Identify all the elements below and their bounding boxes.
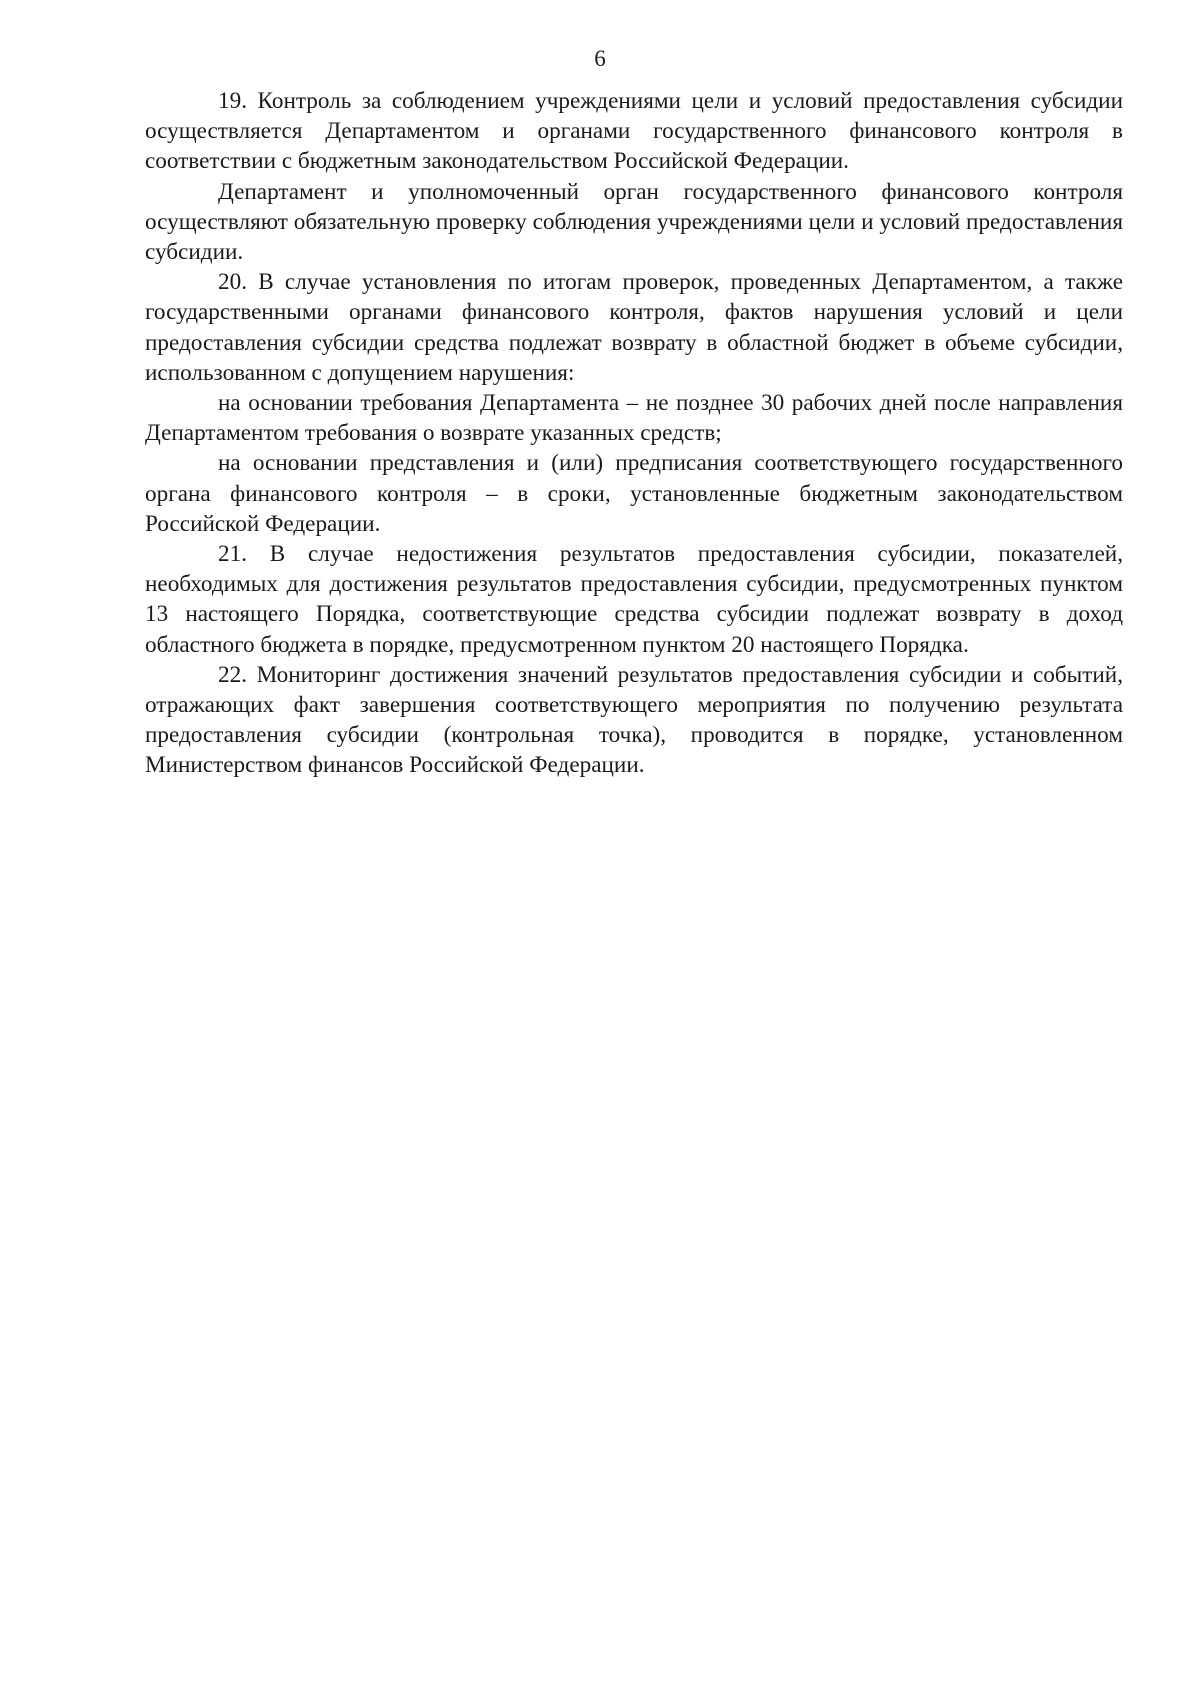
paragraph-22: 22. Мониторинг достижения значений результатов предоставления субсидии и событий, отражающих факт завершения соответствующего мероприятия по получению результата предоставления субсидии (контрольная точка), проводится в порядке, установленном Министерством финансов Российской Федерации.: [145, 661, 1123, 779]
paragraph-20: 20. В случае установления по итогам проверок, проведенных Департаментом, а также государственными органами финансового контроля, фактов нарушения условий и цели предоставления субсидии средства подлежат возврату в областной бюджет в объеме субсидии, использованном с допущением нарушения:: [145, 269, 1123, 386]
document-body: [145, 86, 1123, 781]
paragraph-21: 21. В случае недостижения результатов предоставления субсидии, показателей, необходимых для достижения результатов предоставления субсидии, предусмотренных пунктом 13 настоящего Порядка, соответствующие средства субсидии подлежат возврату в доход областного бюджета в порядке, предусмотренном пунктом 20 настоящего Порядка.: [145, 541, 1123, 658]
paragraph-20-department-demand: на основании требования Департамента – не позднее 30 рабочих дней после направления Департаментом требования о возврате указанных средств;: [145, 390, 1123, 447]
page-number: 6: [594, 46, 606, 71]
paragraph-19-inspection: Департамент и уполномоченный орган государственного финансового контроля осуществляют обязательную проверку соблюдения учреждениями цели и условий предоставления субсидии.: [145, 178, 1123, 266]
paragraph-19: 19. Контроль за соблюдением учреждениями цели и условий предоставления субсидии осуществляется Департаментом и органами государственного финансового контроля в соответствии с бюджетным законодательством Российской Федерации.: [145, 88, 1123, 175]
paragraph-20-control-body-order: на основании представления и (или) предписания соответствующего государственного органа финансового контроля – в сроки, установленные бюджетным законодательством Российской Федерации.: [145, 450, 1123, 537]
